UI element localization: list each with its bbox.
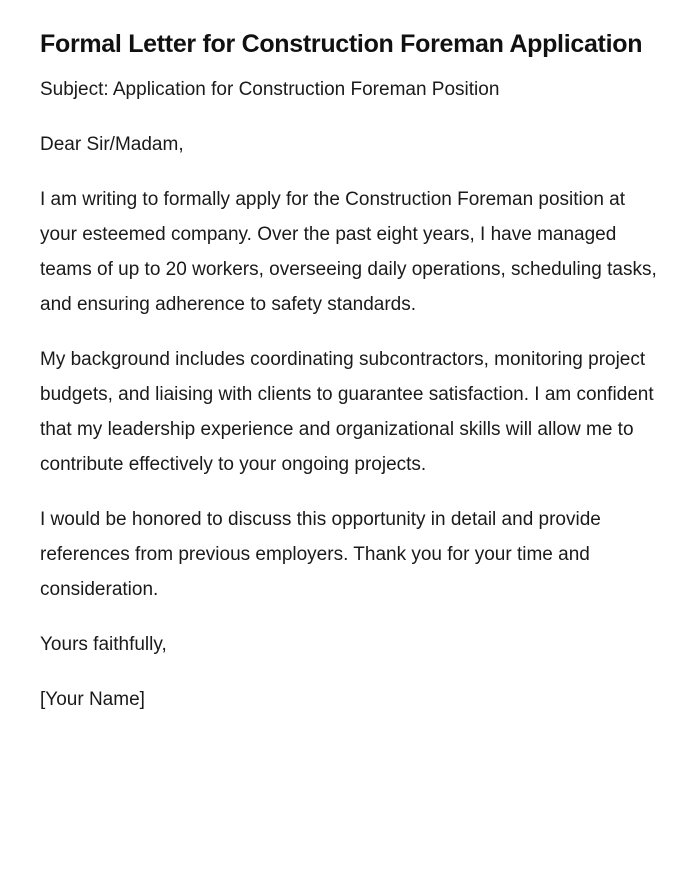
letter-salutation: Dear Sir/Madam, <box>40 134 184 155</box>
letter-paragraph-1: I am writing to formally apply for the Construction Foreman position at your esteemed company. Over the past eight years, I have managed teams of up to 20 workers, overseeing daily operations, scheduling tasks, and ensuring adherence to safety standards. <box>40 189 657 315</box>
letter-paragraph-3: I would be honored to discuss this opportunity in detail and provide references from previous employers. Thank you for your time and consideration. <box>40 509 601 600</box>
letter-closing: Yours faithfully, <box>40 634 167 655</box>
letter-paragraph-2: My background includes coordinating subcontractors, monitoring project budgets, and liaising with clients to guarantee satisfaction. I am confident that my leadership experience and organizational skills will allow me to contribute effectively to your ongoing projects. <box>40 349 654 475</box>
letter-subject: Subject: Application for Construction Foreman Position <box>40 79 500 100</box>
letter-title: Formal Letter for Construction Foreman Application <box>40 30 643 58</box>
letter-signature: [Your Name] <box>40 689 145 710</box>
